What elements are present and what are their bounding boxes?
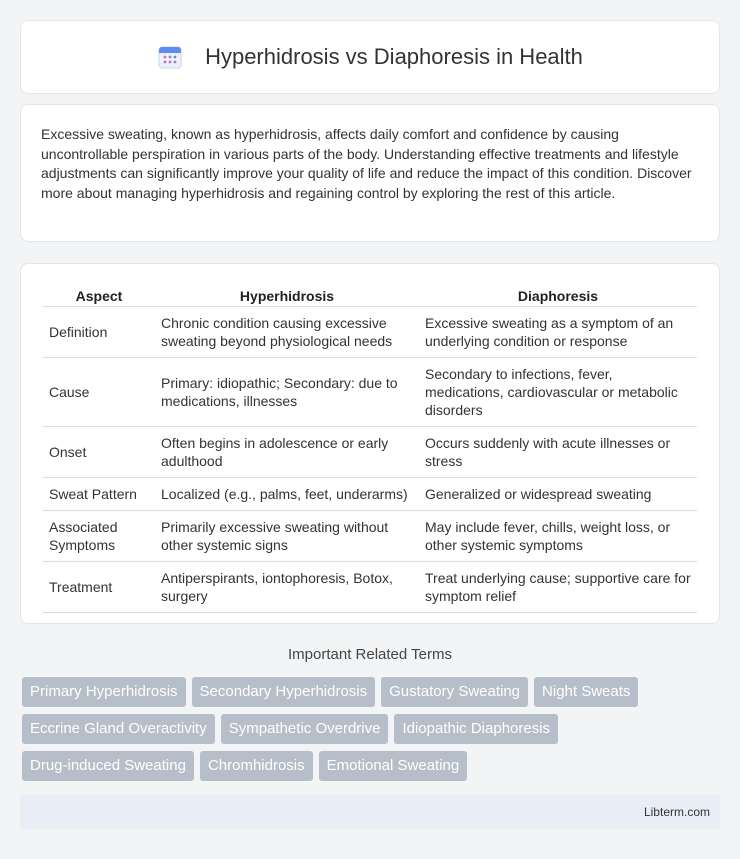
table-row	[43, 478, 697, 511]
related-term-tag[interactable]: Emotional Sweating	[319, 751, 468, 781]
header-card	[20, 20, 720, 94]
diaphoresis-cell: Occurs suddenly with acute illnesses or stress	[419, 427, 697, 478]
hyperhidrosis-cell: Often begins in adolescence or early adulthood	[155, 427, 419, 478]
related-term-tag[interactable]: Night Sweats	[534, 677, 638, 707]
diaphoresis-cell: Generalized or widespread sweating	[419, 478, 697, 511]
aspect-cell: Treatment	[43, 562, 155, 613]
aspect-cell: Sweat Pattern	[43, 478, 155, 511]
column-header-diaphoresis: Diaphoresis	[419, 285, 697, 307]
related-term-tag[interactable]: Sympathetic Overdrive	[221, 714, 389, 744]
related-terms-list	[22, 677, 722, 788]
table-row	[43, 511, 697, 562]
intro-paragraph: Excessive sweating, known as hyperhidrosis, affects daily comfort and confidence by causing uncontrollable perspiration in various parts of the body. Understanding effective treatments and lifestyle adjustments can significantly improve your quality of life and reduce the impact of this condition. Discover more about managing hyperhidrosis and regaining control by exploring the rest of this article.	[41, 126, 692, 201]
footer-brand-link[interactable]: Libterm.com	[643, 805, 710, 819]
table-row	[43, 427, 697, 478]
table-header-row	[43, 285, 697, 307]
diaphoresis-cell: Treat underlying cause; supportive care for symptom relief	[419, 562, 697, 613]
aspect-cell: Onset	[43, 427, 155, 478]
column-header-hyperhidrosis: Hyperhidrosis	[155, 285, 419, 307]
hyperhidrosis-cell: Antiperspirants, iontophoresis, Botox, surgery	[155, 562, 419, 613]
table-row	[43, 562, 697, 613]
aspect-cell: Associated Symptoms	[43, 511, 155, 562]
comparison-table	[43, 285, 697, 613]
related-term-tag[interactable]: Chromhidrosis	[200, 751, 313, 781]
diaphoresis-cell: Secondary to infections, fever, medications, cardiovascular or metabolic disorders	[419, 358, 697, 427]
hyperhidrosis-cell: Primary: idiopathic; Secondary: due to medications, illnesses	[155, 358, 419, 427]
related-terms-title: Important Related Terms	[288, 646, 452, 663]
aspect-cell: Definition	[43, 307, 155, 358]
column-header-aspect: Aspect	[43, 285, 155, 307]
related-term-tag[interactable]: Gustatory Sweating	[381, 677, 528, 707]
related-term-tag[interactable]: Primary Hyperhidrosis	[22, 677, 186, 707]
table-row	[43, 307, 697, 358]
comparison-card	[20, 263, 720, 624]
table-row	[43, 358, 697, 427]
hyperhidrosis-cell: Primarily excessive sweating without other systemic signs	[155, 511, 419, 562]
header	[157, 44, 583, 70]
related-term-tag[interactable]: Idiopathic Diaphoresis	[394, 714, 558, 744]
related-term-tag[interactable]: Eccrine Gland Overactivity	[22, 714, 215, 744]
diaphoresis-cell: May include fever, chills, weight loss, or other systemic symptoms	[419, 511, 697, 562]
page-title: Hyperhidrosis vs Diaphoresis in Health	[205, 44, 583, 69]
hyperhidrosis-cell: Localized (e.g., palms, feet, underarms)	[155, 478, 419, 511]
related-term-tag[interactable]: Drug-induced Sweating	[22, 751, 194, 781]
related-term-tag[interactable]: Secondary Hyperhidrosis	[192, 677, 376, 707]
aspect-cell: Cause	[43, 358, 155, 427]
hyperhidrosis-cell: Chronic condition causing excessive sweating beyond physiological needs	[155, 307, 419, 358]
intro-card	[20, 104, 720, 242]
calendar-icon	[157, 44, 183, 70]
footer	[20, 795, 720, 829]
diaphoresis-cell: Excessive sweating as a symptom of an underlying condition or response	[419, 307, 697, 358]
